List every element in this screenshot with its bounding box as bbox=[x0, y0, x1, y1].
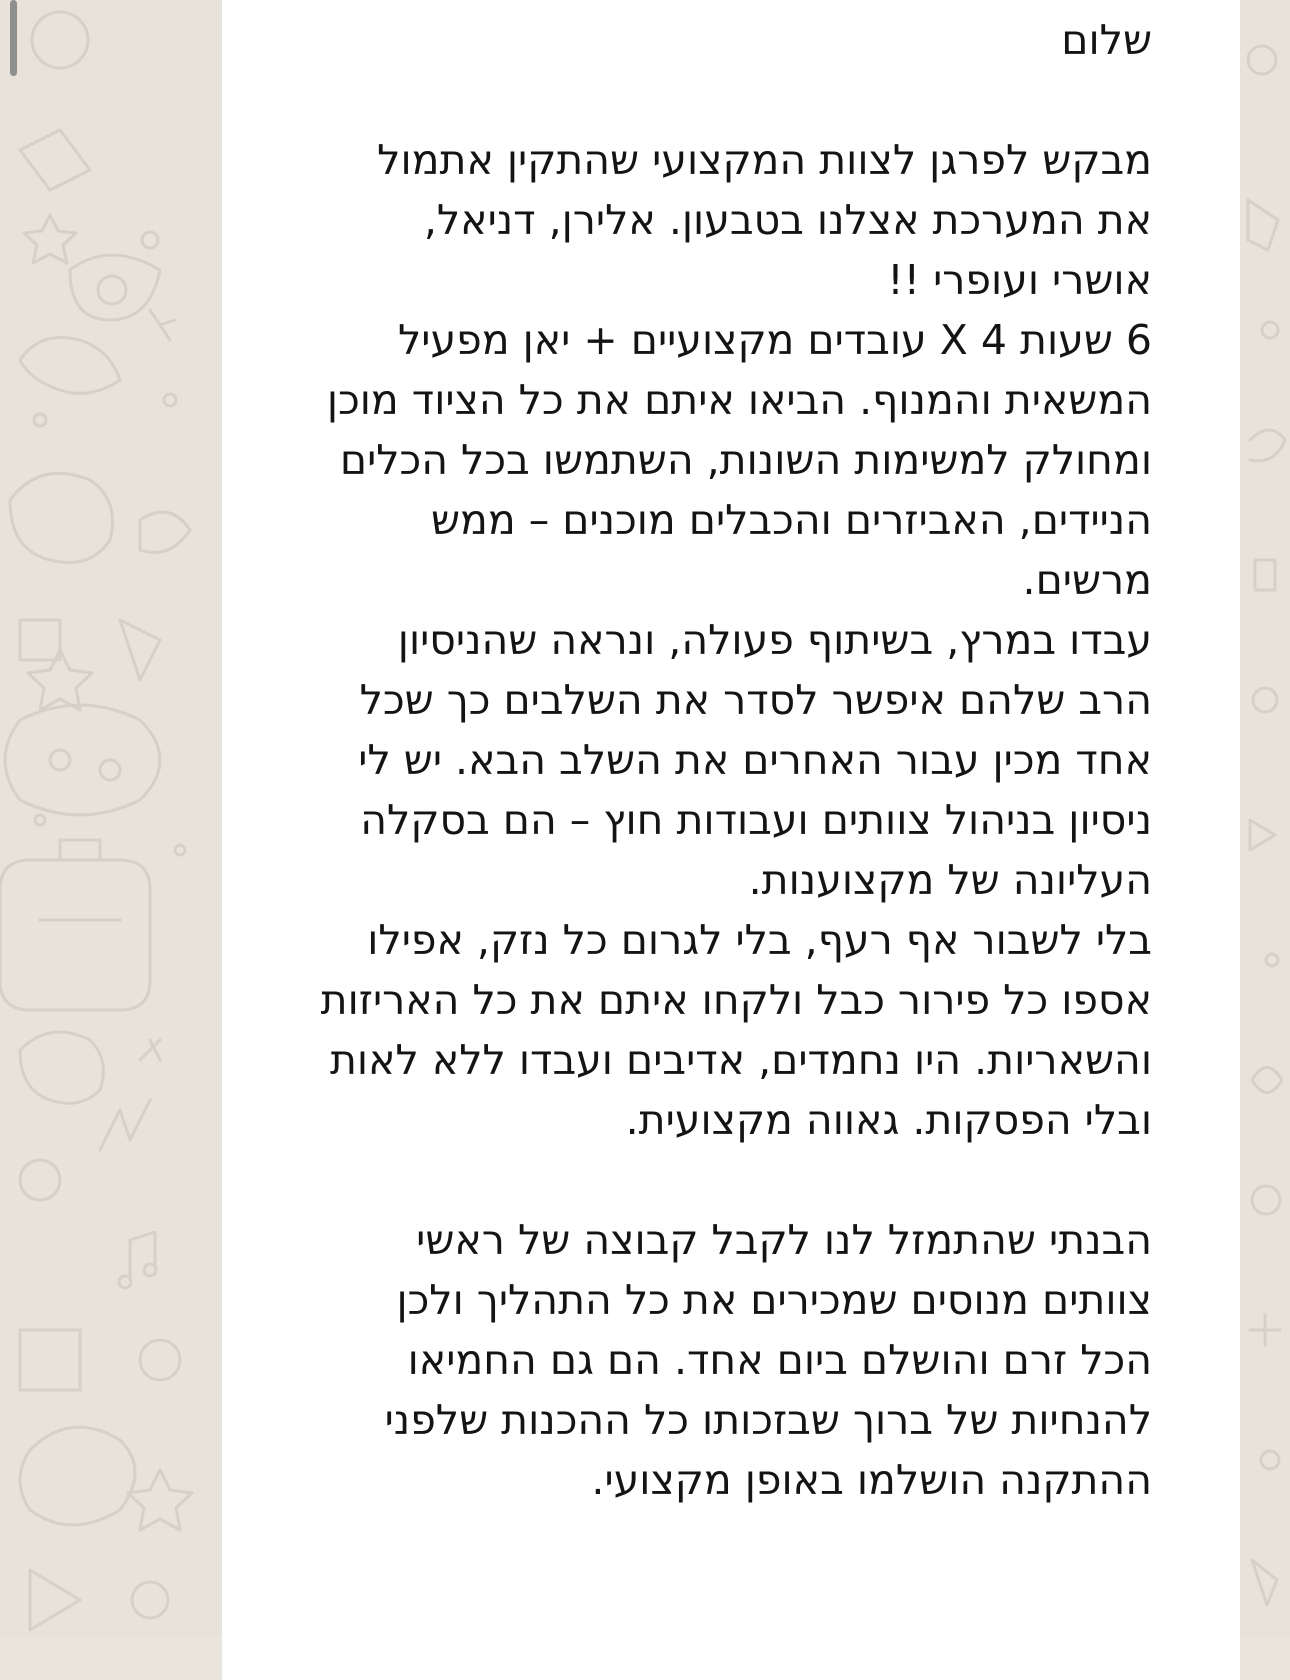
doodle-star-icon bbox=[24, 215, 76, 263]
doodle-leaf-icon bbox=[20, 338, 120, 394]
doodle-music-note-icon bbox=[130, 1232, 155, 1280]
paragraph-1 bbox=[192, 130, 1152, 1150]
message-line: עבדו במרץ, בשיתוף פעולה, ונראה שהניסיון bbox=[397, 616, 1152, 664]
message-line: בלי לשבור אף רעף, בלי לגרום כל נזק, אפילו bbox=[367, 916, 1152, 964]
message-line: הכל זרם והושלם ביום אחד. הם גם החמיאו bbox=[407, 1336, 1152, 1384]
doodle-blob-icon bbox=[5, 705, 160, 815]
message-line: והשאריות. היו נחמדים, אדיבים ועבדו ללא לאות bbox=[329, 1036, 1152, 1084]
doodle-circle-icon bbox=[32, 12, 88, 68]
message-text bbox=[192, 10, 1152, 1510]
doodle-lemon-icon bbox=[70, 255, 160, 320]
message-line: מבקש לפרגן לצוות המקצועי שהתקין אתמול bbox=[377, 136, 1152, 184]
message-line: העליונה של מקצוענות. bbox=[748, 856, 1152, 904]
blank-line bbox=[192, 1150, 1152, 1210]
message-line: ניסיון בניהול צוותים ועבודות חוץ – הם בסקלה bbox=[360, 796, 1152, 844]
message-line: אחד מכין עבור האחרים את השלב הבא. יש לי bbox=[358, 736, 1152, 784]
message-line: ומחולק למשימות השונות, השתמשו בכל הכלים bbox=[339, 436, 1152, 484]
message-line: הניידים, האביזרים והכבלים מוכנים – ממש bbox=[430, 496, 1152, 544]
message-line: צוותים מנוסים שמכירים את כל התהליך ולכן bbox=[396, 1276, 1152, 1324]
doodle-diamond-icon bbox=[20, 130, 90, 190]
doodle-backpack-icon bbox=[0, 860, 150, 1010]
greeting-line: שלום bbox=[1061, 16, 1152, 64]
message-line: הבנתי שהתמזל לנו לקבל קבוצה של ראשי bbox=[416, 1216, 1152, 1264]
message-line: 6 שעות 4 X עובדים מקצועיים + יאן מפעיל bbox=[397, 316, 1152, 364]
message-line: להנחיות של ברוך שבזכותו כל ההכנות שלפני bbox=[384, 1396, 1152, 1444]
blank-line bbox=[192, 70, 1152, 130]
message-line: את המערכת אצלנו בטבעון. אלירן, דניאל, bbox=[423, 196, 1152, 244]
message-line: ובלי הפסקות. גאווה מקצועית. bbox=[625, 1096, 1152, 1144]
message-line: ההתקנה הושלמו באופן מקצועי. bbox=[591, 1456, 1152, 1504]
message-bubble[interactable] bbox=[222, 0, 1240, 1680]
message-line: אספו כל פירור כבל ולקחו איתם את כל האריזות bbox=[320, 976, 1152, 1024]
paragraph-2 bbox=[192, 1210, 1152, 1510]
scroll-indicator[interactable] bbox=[10, 0, 17, 76]
message-line: מרשים. bbox=[1022, 556, 1152, 604]
message-line: אושרי ועופרי !! bbox=[887, 256, 1152, 304]
doodle-lightning-icon bbox=[100, 1100, 150, 1150]
message-line: המשאית והמנוף. הביאו איתם את כל הציוד מוכן bbox=[326, 376, 1152, 424]
message-line: הרב שלהם איפשר לסדר את השלבים כך שכל bbox=[359, 676, 1152, 724]
doodle-heart-icon bbox=[10, 473, 113, 562]
